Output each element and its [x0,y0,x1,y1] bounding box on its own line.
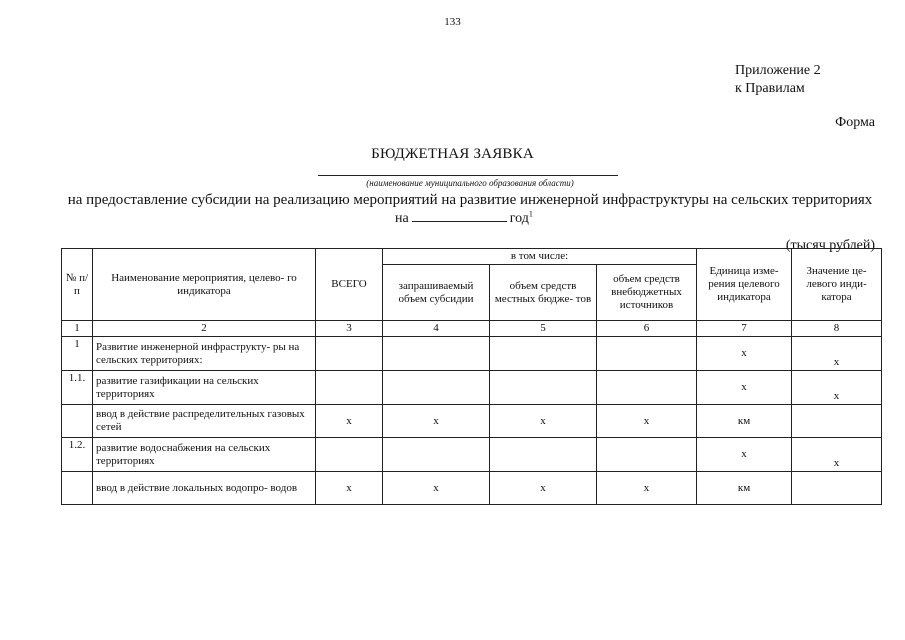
row-num: 1 [62,337,93,371]
row-unit: км [697,405,792,438]
table-row [62,337,882,371]
table-row [62,472,882,505]
col-number: 6 [597,321,697,337]
row-total: х [316,472,383,505]
row-num: 1.2. [62,438,93,472]
row-local-budget [490,438,597,472]
header-name: Наименование мероприятия, целево- го индикатора [93,249,316,321]
header-unit: Единица изме- рения целевого индикатора [697,249,792,321]
row-target [792,472,882,505]
row-subsidy [383,438,490,472]
row-subsidy: х [383,405,490,438]
row-target [792,405,882,438]
row-subsidy [383,337,490,371]
row-extra-budget [597,337,697,371]
table-row [62,405,882,438]
col-number: 5 [490,321,597,337]
row-extra-budget: х [597,405,697,438]
unit-label: (тысяч рублей) [785,238,875,253]
page-number: 133 [444,16,461,28]
col-number: 8 [792,321,882,337]
table-row [62,438,882,472]
row-subsidy [383,371,490,405]
col-number: 3 [316,321,383,337]
row-name: ввод в действие распределительных газовых сетей [93,405,316,438]
row-target: х [792,337,882,371]
purpose-text: на предоставление субсидии на реализацию мероприятий на развитие инженерной инфраструктуры на сельских территориях [67,192,873,208]
row-unit: х [697,337,792,371]
header-including: в том числе: [383,249,697,265]
row-total [316,438,383,472]
appendix-line-1: Приложение 2 [735,63,821,78]
row-num [62,405,93,438]
col-number: 4 [383,321,490,337]
row-local-budget: х [490,405,597,438]
header-extra-budget: объем средств внебюджетных источников [597,265,697,321]
header-num: № п/п [62,249,93,321]
year-prefix: на [395,211,409,226]
header-local-budget: объем средств местных бюдже- тов [490,265,597,321]
col-number: 2 [93,321,316,337]
document-title: БЮДЖЕТНАЯ ЗАЯВКА [371,146,534,162]
header-subsidy: запрашиваемый объем субсидии [383,265,490,321]
row-local-budget: х [490,472,597,505]
row-name: развитие водоснабжения на сельских территориях [93,438,316,472]
year-suffix: год [509,211,529,226]
year-line [395,209,533,227]
row-name: развитие газификации на сельских территориях [93,371,316,405]
row-name: Развитие инженерной инфраструкту- ры на сельских территориях: [93,337,316,371]
municipality-blank-line [318,175,618,176]
row-total [316,337,383,371]
year-footnote: 1 [528,209,533,219]
row-subsidy: х [383,472,490,505]
row-num: 1.1. [62,371,93,405]
municipality-caption: (наименование муниципального образования области) [366,178,574,188]
row-unit: х [697,371,792,405]
appendix-line-2: к Правилам [735,81,805,96]
row-extra-budget [597,438,697,472]
header-total: ВСЕГО [316,249,383,321]
row-total [316,371,383,405]
row-name: ввод в действие локальных водопро- водов [93,472,316,505]
row-target: х [792,371,882,405]
col-number: 1 [62,321,93,337]
row-extra-budget: х [597,472,697,505]
header-target: Значение це- левого инди- катора [792,249,882,321]
row-unit: км [697,472,792,505]
row-total: х [316,405,383,438]
appendix-note [735,62,821,98]
row-num [62,472,93,505]
row-extra-budget [597,371,697,405]
budget-table [61,248,882,505]
row-unit: х [697,438,792,472]
table-row [62,371,882,405]
row-local-budget [490,371,597,405]
col-number: 7 [697,321,792,337]
row-target: х [792,438,882,472]
row-local-budget [490,337,597,371]
form-label: Форма [835,115,875,130]
year-blank [412,209,507,222]
